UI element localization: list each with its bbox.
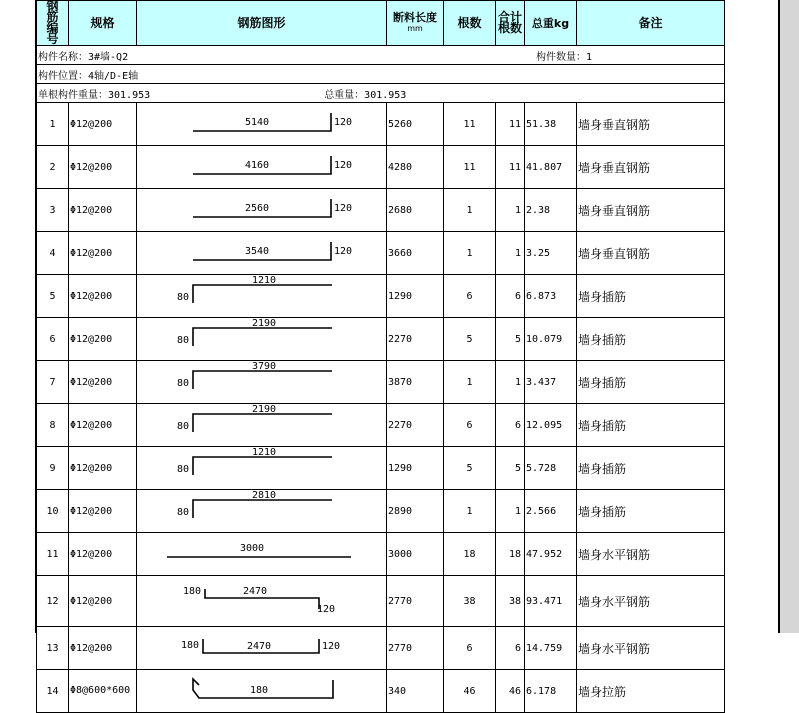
- dim-hook: 80: [176, 292, 189, 303]
- row-total-count[interactable]: 1: [496, 189, 525, 232]
- table-row: [37, 670, 725, 713]
- row-total-count[interactable]: 38: [496, 576, 525, 627]
- dim-hook: 120: [334, 160, 353, 171]
- rebar-shape-drawing: [137, 275, 387, 313]
- row-length[interactable]: 2270: [387, 318, 444, 361]
- rebar-shape-drawing: [137, 361, 387, 399]
- row-total-count[interactable]: 5: [496, 318, 525, 361]
- rebar-shape-drawing: [137, 533, 387, 571]
- row-length[interactable]: 1290: [387, 275, 444, 318]
- row-total-count[interactable]: 1: [496, 361, 525, 404]
- dim-hook-right: 120: [317, 604, 336, 615]
- info-cell-name[interactable]: [37, 46, 725, 65]
- row-weight[interactable]: 2.38: [525, 189, 577, 232]
- row-weight[interactable]: 2.566: [525, 490, 577, 533]
- dim-hook: 80: [176, 335, 189, 346]
- row-length[interactable]: 5260: [387, 103, 444, 146]
- dim-main: 3790: [251, 361, 277, 372]
- row-length[interactable]: 3870: [387, 361, 444, 404]
- row-count[interactable]: 5: [444, 318, 496, 361]
- header-no[interactable]: 钢筋编号: [37, 1, 69, 46]
- rebar-shape-drawing: [137, 627, 387, 665]
- dim-main: 2560: [244, 203, 270, 214]
- row-note[interactable]: 墙身垂直钢筋: [577, 189, 725, 232]
- row-no[interactable]: 13: [37, 627, 69, 670]
- row-no[interactable]: 7: [37, 361, 69, 404]
- row-note[interactable]: 墙身垂直钢筋: [577, 146, 725, 189]
- row-spec[interactable]: Φ12@200: [69, 576, 137, 627]
- row-spec[interactable]: Φ12@200: [69, 275, 137, 318]
- rebar-shape-drawing: [137, 576, 387, 622]
- row-no[interactable]: 14: [37, 670, 69, 713]
- dim-hook-left: 180: [182, 586, 201, 597]
- info-row-weight: [37, 84, 725, 103]
- row-note[interactable]: 墙身插筋: [577, 318, 725, 361]
- row-count[interactable]: 46: [444, 670, 496, 713]
- row-count[interactable]: 1: [444, 490, 496, 533]
- row-total-count[interactable]: 46: [496, 670, 525, 713]
- table-row: [37, 404, 725, 447]
- row-note[interactable]: 墙身插筋: [577, 490, 725, 533]
- dim-main: 1210: [251, 447, 277, 458]
- row-spec[interactable]: Φ12@200: [69, 404, 137, 447]
- row-count[interactable]: 1: [444, 189, 496, 232]
- dim-hook: 120: [334, 246, 353, 257]
- row-total-count[interactable]: 1: [496, 490, 525, 533]
- row-shape[interactable]: [137, 447, 387, 490]
- row-total-count[interactable]: 18: [496, 533, 525, 576]
- rebar-line: [193, 371, 332, 389]
- header-length-unit: mm: [407, 24, 423, 33]
- header-note[interactable]: 备注: [577, 1, 725, 46]
- row-shape[interactable]: [137, 275, 387, 318]
- row-count[interactable]: 18: [444, 533, 496, 576]
- row-total-count[interactable]: 5: [496, 447, 525, 490]
- table-row: [37, 447, 725, 490]
- row-spec[interactable]: Φ8@600*600: [69, 670, 137, 713]
- row-weight[interactable]: 10.079: [525, 318, 577, 361]
- row-shape[interactable]: [137, 576, 387, 627]
- row-spec[interactable]: Φ12@200: [69, 490, 137, 533]
- row-length[interactable]: 2770: [387, 627, 444, 670]
- row-weight[interactable]: 5.728: [525, 447, 577, 490]
- window-right-edge: [778, 0, 799, 633]
- row-weight[interactable]: 3.437: [525, 361, 577, 404]
- table-row: [37, 533, 725, 576]
- row-spec[interactable]: Φ12@200: [69, 103, 137, 146]
- row-spec[interactable]: Φ12@200: [69, 361, 137, 404]
- table-row: [37, 189, 725, 232]
- rebar-line: [193, 285, 332, 303]
- dim-main: 4160: [244, 160, 270, 171]
- rebar-table: [36, 0, 725, 713]
- row-no[interactable]: 10: [37, 490, 69, 533]
- row-total-count[interactable]: 6: [496, 627, 525, 670]
- header-length-label: 断料长度: [393, 11, 437, 24]
- header-shape[interactable]: 钢筋图形: [137, 1, 387, 46]
- row-shape[interactable]: [137, 103, 387, 146]
- rebar-shape-drawing: [137, 404, 387, 442]
- row-no[interactable]: 11: [37, 533, 69, 576]
- row-spec[interactable]: Φ12@200: [69, 447, 137, 490]
- row-no[interactable]: 6: [37, 318, 69, 361]
- row-no[interactable]: 4: [37, 232, 69, 275]
- row-shape[interactable]: [137, 361, 387, 404]
- dim-main: 2470: [242, 586, 268, 597]
- dim-main: 2810: [251, 490, 277, 501]
- header-count[interactable]: 根数: [444, 1, 496, 46]
- rebar-line: [193, 328, 332, 346]
- dim-main: 2190: [251, 404, 277, 415]
- spreadsheet-sheet: [35, 0, 724, 699]
- total-weight: 总重量：301.953: [324, 89, 407, 101]
- dim-main: 3000: [239, 543, 265, 554]
- row-weight[interactable]: 6.873: [525, 275, 577, 318]
- table-row: [37, 318, 725, 361]
- row-no[interactable]: 5: [37, 275, 69, 318]
- table-row: [37, 146, 725, 189]
- row-note[interactable]: 墙身水平钢筋: [577, 627, 725, 670]
- row-length[interactable]: 340: [387, 670, 444, 713]
- row-shape[interactable]: [137, 670, 387, 713]
- row-count[interactable]: 11: [444, 103, 496, 146]
- row-spec[interactable]: Φ12@200: [69, 189, 137, 232]
- rebar-shape-drawing: [137, 189, 387, 227]
- row-note[interactable]: 墙身插筋: [577, 404, 725, 447]
- row-spec[interactable]: Φ12@200: [69, 318, 137, 361]
- table-row: [37, 361, 725, 404]
- row-weight[interactable]: 51.38: [525, 103, 577, 146]
- dim-main: 1210: [251, 275, 277, 286]
- row-note[interactable]: 墙身水平钢筋: [577, 533, 725, 576]
- header-length[interactable]: [387, 1, 444, 46]
- row-note[interactable]: 墙身垂直钢筋: [577, 232, 725, 275]
- info-row-name: [37, 46, 725, 65]
- row-shape[interactable]: [137, 627, 387, 670]
- row-shape[interactable]: [137, 146, 387, 189]
- row-length[interactable]: 3000: [387, 533, 444, 576]
- info-row-position: [37, 65, 725, 84]
- dim-hook-right: 120: [322, 641, 341, 652]
- rebar-shape-drawing: [137, 146, 387, 184]
- row-total-count[interactable]: 11: [496, 146, 525, 189]
- dim-hook: 80: [176, 421, 189, 432]
- row-shape[interactable]: [137, 232, 387, 275]
- dim-hook: 120: [334, 117, 353, 128]
- rebar-line: [193, 500, 332, 518]
- row-weight[interactable]: 47.952: [525, 533, 577, 576]
- row-weight[interactable]: 3.25: [525, 232, 577, 275]
- row-shape[interactable]: [137, 404, 387, 447]
- component-qty: 构件数量：1: [535, 51, 592, 63]
- row-length[interactable]: 4280: [387, 146, 444, 189]
- row-count[interactable]: 1: [444, 232, 496, 275]
- component-position: 构件位置：4轴/D-E轴: [38, 70, 139, 82]
- table-row: [37, 103, 725, 146]
- row-length[interactable]: 3660: [387, 232, 444, 275]
- row-note[interactable]: 墙身拉筋: [577, 670, 725, 713]
- row-note[interactable]: 墙身插筋: [577, 447, 725, 490]
- dim-main: 2470: [246, 641, 272, 652]
- dim-hook-left: 180: [180, 640, 199, 651]
- row-total-count[interactable]: 6: [496, 404, 525, 447]
- rebar-line: [193, 414, 332, 432]
- row-spec[interactable]: Φ12@200: [69, 533, 137, 576]
- info-cell-position[interactable]: [37, 65, 725, 84]
- row-weight[interactable]: 12.095: [525, 404, 577, 447]
- rebar-shape-drawing: [137, 490, 387, 528]
- dim-main: 3540: [244, 246, 270, 257]
- rebar-shape-drawing: [137, 232, 387, 270]
- row-shape[interactable]: [137, 318, 387, 361]
- row-note[interactable]: 墙身垂直钢筋: [577, 103, 725, 146]
- table-row: [37, 576, 725, 627]
- row-length[interactable]: 2270: [387, 404, 444, 447]
- row-weight[interactable]: 93.471: [525, 576, 577, 627]
- header-row: [37, 1, 725, 46]
- header-total-count[interactable]: 合计根数: [496, 1, 525, 46]
- table-row: [37, 232, 725, 275]
- rebar-line: [193, 457, 332, 475]
- header-weight[interactable]: 总重kg: [525, 1, 577, 46]
- row-no[interactable]: 12: [37, 576, 69, 627]
- row-note[interactable]: 墙身插筋: [577, 361, 725, 404]
- dim-main: 2190: [251, 318, 277, 329]
- dim-hook: 120: [334, 203, 353, 214]
- row-count[interactable]: 6: [444, 627, 496, 670]
- row-length[interactable]: 2890: [387, 490, 444, 533]
- row-count[interactable]: 5: [444, 447, 496, 490]
- row-note[interactable]: 墙身插筋: [577, 275, 725, 318]
- row-shape[interactable]: [137, 490, 387, 533]
- info-cell-weight[interactable]: [37, 84, 725, 103]
- row-count[interactable]: 6: [444, 404, 496, 447]
- table-row: [37, 627, 725, 670]
- row-weight[interactable]: 6.178: [525, 670, 577, 713]
- row-length[interactable]: 1290: [387, 447, 444, 490]
- row-no[interactable]: 1: [37, 103, 69, 146]
- component-name: 构件名称：3#墙-Q2: [38, 51, 129, 63]
- unit-weight: 单根构件重量：301.953: [38, 89, 151, 101]
- row-total-count[interactable]: 6: [496, 275, 525, 318]
- table-row: [37, 275, 725, 318]
- row-no[interactable]: 9: [37, 447, 69, 490]
- row-total-count[interactable]: 1: [496, 232, 525, 275]
- row-shape[interactable]: [137, 533, 387, 576]
- dim-hook: 80: [176, 507, 189, 518]
- dim-main: 180: [249, 685, 269, 696]
- rebar-shape-drawing: [137, 318, 387, 356]
- header-spec[interactable]: 规格: [69, 1, 137, 46]
- table-row: [37, 490, 725, 533]
- row-weight[interactable]: 14.759: [525, 627, 577, 670]
- row-spec[interactable]: Φ12@200: [69, 146, 137, 189]
- rebar-shape-drawing: [137, 447, 387, 485]
- row-count[interactable]: 6: [444, 275, 496, 318]
- row-count[interactable]: 1: [444, 361, 496, 404]
- dim-hook: 80: [176, 464, 189, 475]
- row-no[interactable]: 3: [37, 189, 69, 232]
- row-weight[interactable]: 41.807: [525, 146, 577, 189]
- row-spec[interactable]: Φ12@200: [69, 627, 137, 670]
- row-length[interactable]: 2770: [387, 576, 444, 627]
- row-count[interactable]: 38: [444, 576, 496, 627]
- dim-main: 5140: [244, 117, 270, 128]
- row-total-count[interactable]: 11: [496, 103, 525, 146]
- row-spec[interactable]: Φ12@200: [69, 232, 137, 275]
- row-shape[interactable]: [137, 189, 387, 232]
- row-no[interactable]: 8: [37, 404, 69, 447]
- dim-hook: 80: [176, 378, 189, 389]
- row-no[interactable]: 2: [37, 146, 69, 189]
- row-length[interactable]: 2680: [387, 189, 444, 232]
- rebar-shape-drawing: [137, 670, 387, 708]
- row-count[interactable]: 11: [444, 146, 496, 189]
- row-note[interactable]: 墙身水平钢筋: [577, 576, 725, 627]
- rebar-shape-drawing: [137, 103, 387, 141]
